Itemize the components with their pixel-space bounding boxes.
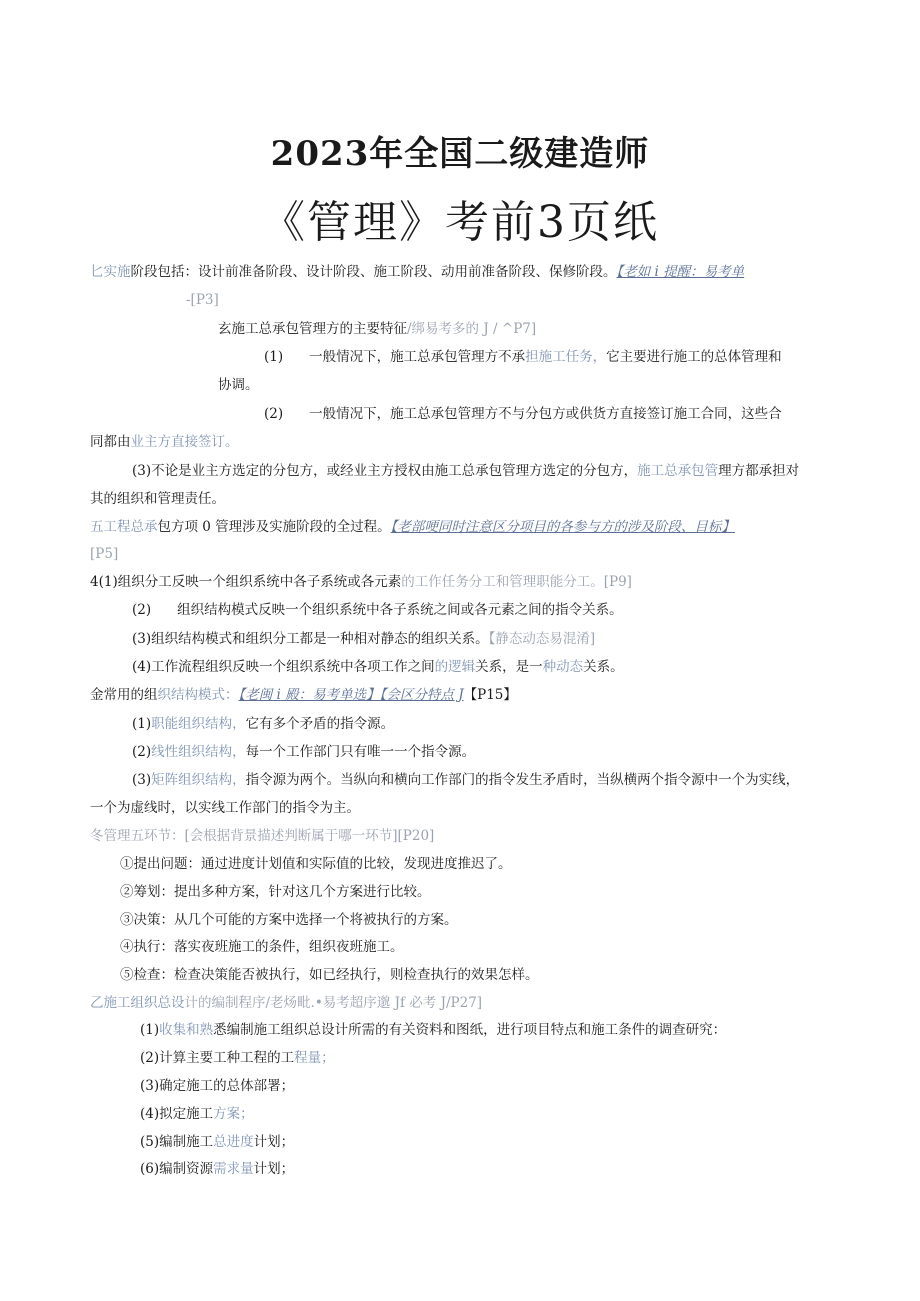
text-span: 金常用的组 bbox=[90, 687, 158, 703]
section-7-item-3: (3)确定施工的总体部署； bbox=[140, 1078, 295, 1094]
section-5-item-1 bbox=[132, 714, 394, 734]
section-6-item: ④执行：落实夜班施工的条件，组织夜班施工。 bbox=[120, 939, 404, 955]
text-span: (1) bbox=[140, 1022, 160, 1038]
exam-note: 【静态动态易混淆] bbox=[488, 631, 596, 647]
text-span: 组织结构模式反映一个组织系统中各子系统之间或各元素之间的指令关系。 bbox=[177, 602, 623, 618]
text-span: 矩阵组织结构， bbox=[151, 772, 246, 788]
text-span: 的逻辑 bbox=[434, 659, 476, 675]
text-span: 需求量 bbox=[213, 1161, 254, 1177]
text-span: 它主要进行施工的总体管理和 bbox=[606, 349, 782, 365]
text-span: 收集和熟 bbox=[159, 1022, 214, 1038]
text-span: 程量； bbox=[294, 1050, 335, 1066]
text-span: 五工程总承 bbox=[90, 519, 158, 535]
text-span: 理方都承担对 bbox=[718, 463, 800, 479]
text-span: 计的编制程序 bbox=[184, 995, 266, 1011]
text-span: (1) bbox=[132, 716, 152, 732]
section-3-line bbox=[90, 517, 735, 537]
text-span: 包方项 0 管理涉及实施阶段的全过程。 bbox=[157, 519, 391, 535]
section-4-item-4 bbox=[132, 657, 624, 677]
text-span: 线性组织结构， bbox=[151, 744, 246, 760]
text-span: 总进度 bbox=[213, 1134, 254, 1150]
section-6-item: ②筹划：提出多种方案，针对这几个方案进行比较。 bbox=[120, 884, 431, 900]
section-5-item-2 bbox=[132, 742, 475, 762]
text-span: 一般情况下，施工总承包管理方不与分包方或供货方直接签订施工合同，这些合 bbox=[309, 406, 782, 422]
exam-note: 【老闽 i 殿：易考单选】【会区分特点 J bbox=[238, 687, 464, 703]
title-line-1: 2023年全国二级建造师 bbox=[270, 134, 650, 174]
item-number: (2) bbox=[264, 406, 284, 422]
section-4-item-1 bbox=[90, 572, 632, 592]
text-span: 匕实施 bbox=[90, 264, 131, 280]
text-span: 方案； bbox=[213, 1106, 254, 1122]
section-7-heading bbox=[90, 993, 482, 1013]
text-span: 它有多个矛盾的指令源。 bbox=[245, 716, 395, 732]
section-6-item: ⑤检查：检查决策能否被执行，如已经执行，则检查执行的效果怎样。 bbox=[120, 967, 539, 983]
text-span: 关系，是一 bbox=[475, 659, 543, 675]
section-7-item-6 bbox=[140, 1159, 294, 1179]
exam-note: /绑易考多的 J / ^P7] bbox=[407, 321, 537, 337]
text-span: 同都由 bbox=[90, 434, 131, 450]
section-1-cont: -[P3] bbox=[186, 292, 219, 308]
section-4-item-3 bbox=[132, 629, 595, 649]
text-span: 种动态 bbox=[542, 659, 584, 675]
section-6-item: ③决策：从几个可能的方案中选择一个将被执行的方案。 bbox=[120, 912, 458, 928]
text-span: 一般情况下，施工总承包管理方不承 bbox=[309, 349, 526, 365]
section-2-item-2-cont bbox=[90, 432, 239, 452]
text-span: 阶段包括：设计前准备阶段、设计阶段、施工阶段、动用前准备阶段、保修阶段。 bbox=[130, 264, 617, 280]
page-ref: 【P15】 bbox=[463, 687, 517, 703]
text-span: 业主方直接签订。 bbox=[130, 434, 239, 450]
section-2-item-2 bbox=[264, 404, 782, 424]
section-3-cont: [P5] bbox=[90, 546, 119, 562]
text-span: 乙施工组织总设 bbox=[90, 995, 185, 1011]
section-7-item-4 bbox=[140, 1104, 254, 1124]
section-6-item: ①提出问题：通过进度计划值和实际值的比较，发现进度推迟了。 bbox=[120, 856, 512, 872]
section-5-item-3 bbox=[132, 770, 799, 790]
exam-note: /老炀毗.•易考超序邈 Jf 必考 J/P27] bbox=[265, 995, 483, 1011]
text-span: 指令源为两个。当纵向和横向工作部门的指令发生矛盾时，当纵横两个指令源中一个为实线， bbox=[245, 772, 800, 788]
text-span: 玄施工总承包管理方的主要特征 bbox=[218, 321, 407, 337]
section-2-item-3 bbox=[132, 461, 799, 481]
text-span: (2) bbox=[132, 744, 152, 760]
item-number: (2) bbox=[132, 602, 152, 618]
text-span: 计划； bbox=[253, 1134, 295, 1150]
section-6-heading: 冬管理五环节：[会根据背景描述判断属于哪一环节][P20] bbox=[90, 828, 435, 844]
section-2-item-3-cont: 其的组织和管理责任。 bbox=[90, 491, 225, 507]
title-line-2: 《管理》考前3页纸 bbox=[261, 197, 659, 248]
section-7-item-2 bbox=[140, 1048, 335, 1068]
text-span: 施工总承包管 bbox=[637, 463, 719, 479]
text-span: 担施工任务， bbox=[525, 349, 607, 365]
text-span: (3)组织结构模式和组织分工都是一种相对静态的组织关系。 bbox=[132, 631, 489, 647]
section-2-item-1 bbox=[264, 347, 782, 367]
section-5-item-3-cont: 一个为虚线时，以实线工作部门的指令为主。 bbox=[90, 800, 360, 816]
section-5-heading bbox=[90, 685, 517, 705]
text-span: (5)编制施工 bbox=[140, 1134, 214, 1150]
section-7-item-1 bbox=[140, 1020, 726, 1040]
exam-note: 【老如 i 提醒：易考单 bbox=[616, 264, 745, 280]
text-span: 织结构模式： bbox=[157, 687, 239, 703]
text-span: 职能组织结构， bbox=[151, 716, 246, 732]
section-2-item-1-cont: 协调。 bbox=[218, 377, 259, 393]
text-span: 每一个工作部门只有唯一一个指令源。 bbox=[245, 744, 476, 760]
item-number: (1) bbox=[264, 349, 284, 365]
section-1-line bbox=[90, 262, 744, 282]
text-span: 计划； bbox=[253, 1161, 295, 1177]
text-span: 的工作任务分工和管理职能分工。[P9] bbox=[401, 574, 632, 590]
section-4-item-2 bbox=[132, 600, 623, 620]
text-span: (2)计算主要工种工程的工 bbox=[140, 1050, 295, 1066]
text-span: (4)工作流程组织反映一个组织系统中各项工作之间 bbox=[132, 659, 435, 675]
text-span: 4(1)组织分工反映一个组织系统中各子系统或各元素 bbox=[90, 574, 402, 590]
text-span: 关系。 bbox=[583, 659, 624, 675]
exam-note: 【老部哽同时注意区分项目的各参与方的涉及阶段、目标】 bbox=[390, 519, 735, 535]
text-span: 悉编制施工组织总设计所需的有关资料和图纸，进行项目特点和施工条件的调查研究： bbox=[213, 1022, 727, 1038]
section-2-heading bbox=[218, 319, 536, 339]
text-span: (6)编制资源 bbox=[140, 1161, 214, 1177]
text-span: (3) bbox=[132, 772, 152, 788]
text-span: (4)拟定施工 bbox=[140, 1106, 214, 1122]
section-7-item-5 bbox=[140, 1132, 294, 1152]
text-span: (3)不论是业主方选定的分包方，或经业主方授权由施工总承包管理方选定的分包方， bbox=[132, 463, 638, 479]
